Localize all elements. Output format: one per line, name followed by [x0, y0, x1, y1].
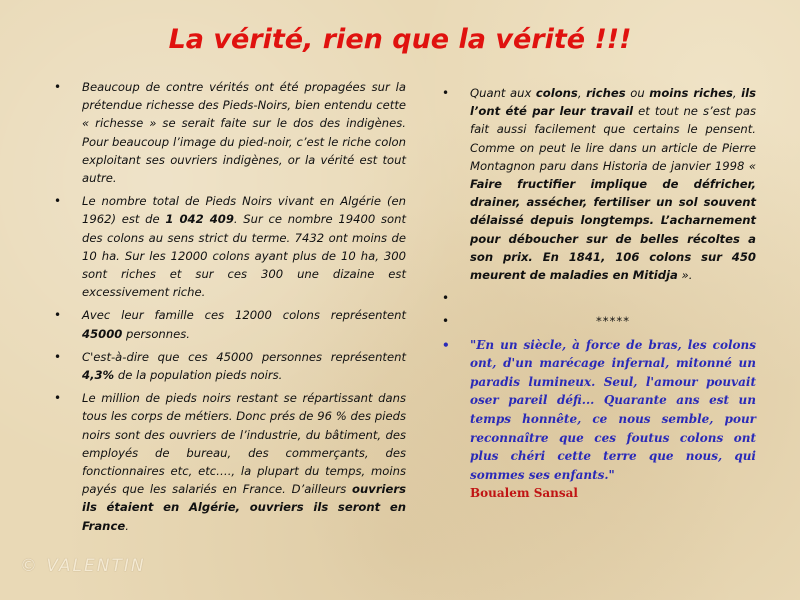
text-segment: , — [732, 86, 742, 100]
separator-item — [436, 312, 756, 330]
list-item-text — [82, 391, 406, 532]
quote-author: Boualem Sansal — [470, 486, 578, 501]
text-segment: . Sur ce nombre 19400 sont des colons au sens strict du terme. 7432 ont moins de 10 ha. Sur les 12000 colons ayant plus de 10 ha, 300 sont riches et sur ces 300 une dizaine est excessivement riche. — [82, 212, 406, 300]
bullet-icon: • — [54, 80, 62, 94]
bullet-icon: • — [442, 86, 450, 100]
text-segment: ». — [677, 268, 693, 283]
text-segment: Quant aux — [470, 86, 536, 100]
bullet-icon: • — [54, 308, 62, 323]
bold-text-segment: ouvriers ils étaient en Algérie, ouvriers ils seront en France — [82, 482, 406, 533]
bullet-icon: • — [442, 314, 450, 329]
text-segment: personnes. — [122, 326, 190, 341]
text-segment: Beaucoup de contre vérités ont été propagées sur la prétendue richesse des Pieds-Noirs, bien entendu cette « richesse » se serait faite sur le dos des indigènes. Pour beaucoup l’image du pied-noir, c’est le riche colon exploitant ses ouvriers indigènes, or la vérité est tout autre. — [82, 80, 406, 186]
text-segment: . — [125, 518, 129, 533]
list-item — [436, 84, 756, 284]
text-segment: C'est-à-dire que ces 45000 personnes représentent — [82, 349, 406, 364]
text-segment: Avec leur famille ces 12000 colons représentent — [82, 308, 406, 323]
text-segment: de la population pieds noirs. — [114, 368, 283, 383]
bullet-icon: • — [442, 337, 450, 352]
list-item-text — [82, 80, 406, 185]
quote-text: "En un siècle, à force de bras, les colons ont, d'un marécage infernal, mitonné un paradis lumineux. Seul, l'amour pouvait oser pareil défi... Quarante ans est un temps honnête, ce nous semble, pour reconnaître que ces foutus colons ont plus chéri cette terre que nous, qui sommes ses enfants." — [470, 337, 756, 482]
empty-list-item — [436, 289, 756, 307]
text-segment: ou — [625, 86, 650, 100]
empty-text — [470, 291, 474, 305]
left-column-list — [48, 78, 406, 540]
list-item-text — [82, 308, 406, 340]
bullet-icon: • — [54, 194, 62, 209]
bullet-icon: • — [442, 291, 450, 306]
text-segment: et tout ne s’est pas fait aussi facilement que certains le pensent. Comme on peut le lire dans un article de Pierre Montagnon paru dans Historia de janvier 1998 « — [470, 104, 756, 173]
list-item-text — [82, 350, 406, 382]
list-item — [48, 389, 406, 535]
text-segment: Le million de pieds noirs restant se répartissant dans tous les corps de métiers. Donc prés de 96 % des pieds noirs sont des ouvriers de l’industrie, du bâtiment, des employés de bureau, des commerçants, des fonctionnaires etc, etc…., la plupart du temps, moins payés que les salariés en France. D’ailleurs — [82, 391, 406, 497]
list-item-text — [470, 86, 756, 282]
bullet-icon: • — [54, 391, 62, 406]
bold-text-segment: moins riches — [649, 86, 733, 100]
quote-item — [436, 336, 756, 503]
list-item — [48, 348, 406, 384]
bold-text-segment: Faire fructifier implique de défricher, drainer, assécher, fertiliser un sol souvent délaissé depuis longtemps. L’acharnement pour déboucher sur de belles récoltes a son prix. En 1841, 106 colons sur 450 meurent de maladies en Mitidja — [470, 177, 756, 283]
bold-text-segment: riches — [586, 86, 626, 100]
list-item — [48, 306, 406, 342]
copyright-signature: © VALENTIN — [20, 556, 146, 576]
bold-text-segment: 1 042 409 — [165, 212, 234, 227]
stars-separator: ***** — [596, 314, 630, 329]
right-column-list — [436, 84, 756, 508]
bullet-icon: • — [54, 349, 62, 364]
page-title: La vérité, rien que la vérité !!! — [168, 24, 632, 55]
bold-text-segment: ils l’ont été par leur travail — [470, 86, 757, 119]
text-segment: Le nombre total de Pieds Noirs vivant en Algérie (en 1962) est de — [82, 194, 406, 227]
bold-text-segment: 45000 — [82, 326, 123, 341]
bold-text-segment: 4,3% — [82, 368, 115, 383]
bold-text-segment: colons — [535, 86, 578, 100]
list-item-text — [82, 194, 406, 299]
list-item — [48, 192, 406, 301]
text-segment: , — [577, 86, 587, 100]
list-item — [48, 78, 406, 187]
